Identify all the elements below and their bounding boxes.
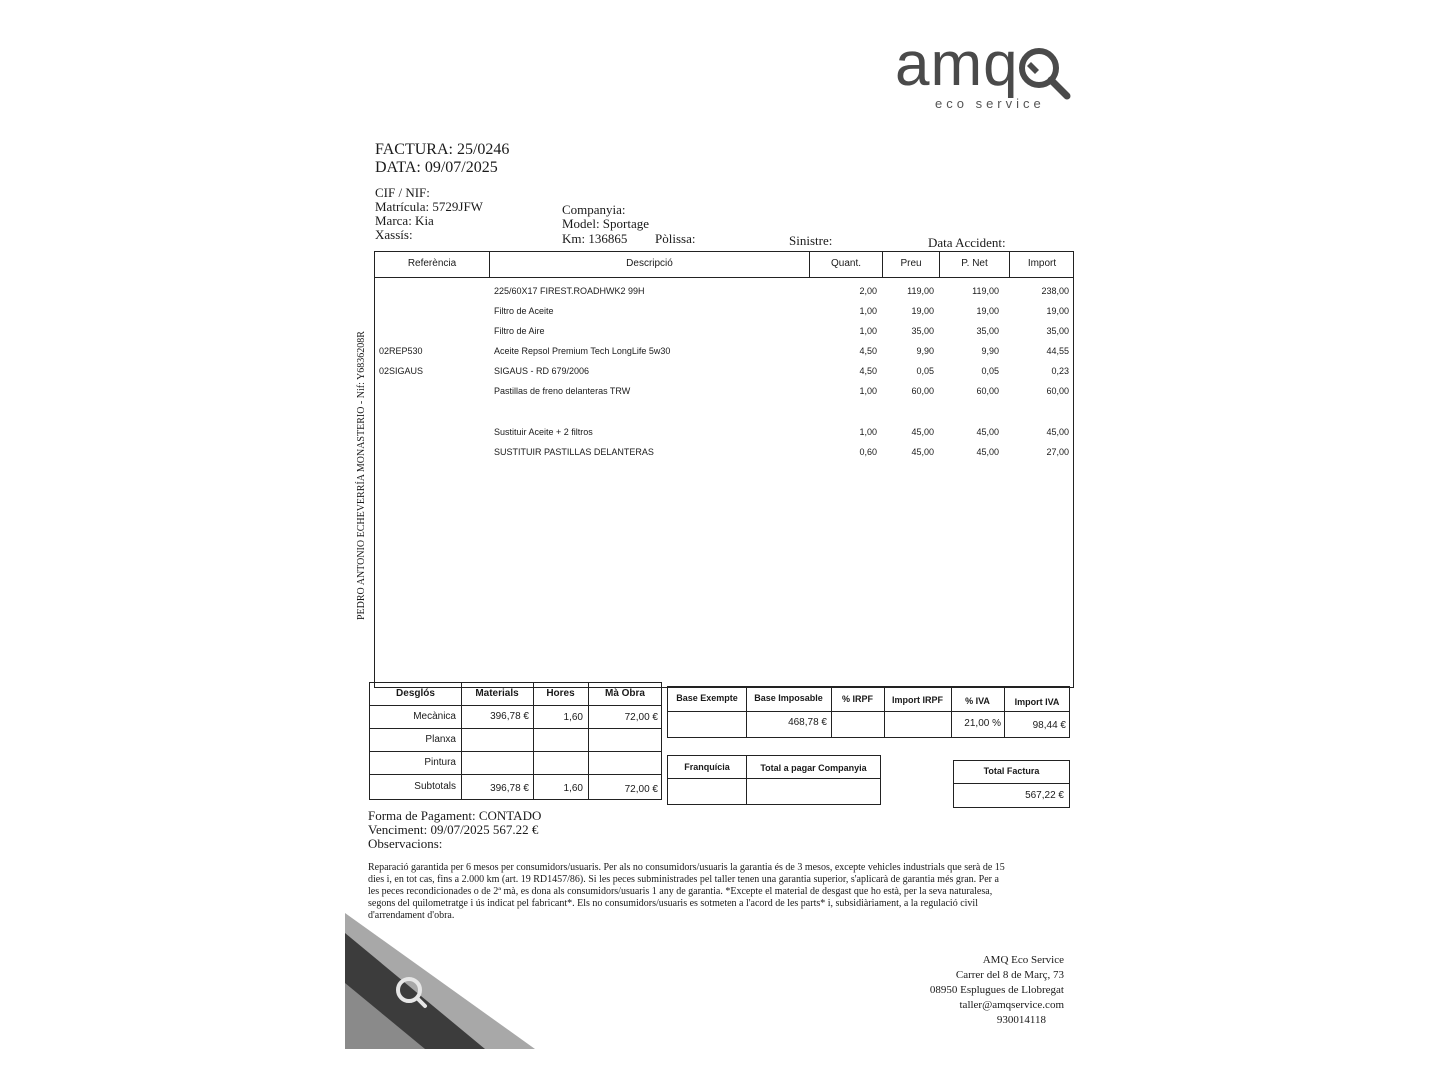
observations: Observacions: xyxy=(368,836,443,851)
breakdown-row-label: Subtotals xyxy=(414,781,456,792)
table-row xyxy=(375,444,1075,462)
decorative-triangle xyxy=(345,913,537,1050)
breakdown-row-labor: 72,00 € xyxy=(624,712,658,723)
polissa: Pòlissa: xyxy=(655,231,696,246)
row-price: 45,00 xyxy=(911,427,934,437)
row-desc: SIGAUS - RD 679/2006 xyxy=(494,366,590,376)
logo-subtitle: eco service xyxy=(935,96,1045,111)
row-desc: Pastillas de freno delanteras TRW xyxy=(494,386,631,396)
row-desc: 225/60X17 FIREST.ROADHWK2 99H xyxy=(494,286,645,296)
tax-header-irpf-amount: Import IRPF xyxy=(892,695,943,705)
col-header-ref: Referència xyxy=(375,252,490,278)
col-header-desc: Descripció xyxy=(490,252,810,278)
data-accident: Data Accident: xyxy=(928,235,1006,250)
company-address xyxy=(930,953,1064,1028)
row-qty: 1,00 xyxy=(859,326,877,336)
company-logo xyxy=(895,30,1075,115)
row-net: 119,00 xyxy=(972,286,999,296)
company-city: 08950 Esplugues de Llobregat xyxy=(929,984,1064,996)
items-table xyxy=(374,251,1074,688)
col-header-qty: Quant. xyxy=(810,252,883,278)
vertical-client-name: PEDRO ANTONIO ECHEVERRÍA MONASTERIO - Nif: Y6836208R xyxy=(356,331,367,620)
tax-header-irpf-pct: % IRPF xyxy=(841,694,873,704)
row-qty: 4,50 xyxy=(859,366,877,376)
row-import: 27,00 xyxy=(1046,447,1069,457)
row-price: 45,00 xyxy=(911,447,934,457)
row-desc: Aceite Repsol Premium Tech LongLife 5w30 xyxy=(494,346,671,356)
row-net: 9,90 xyxy=(981,346,999,356)
franquicia-label: Franquícia xyxy=(684,762,730,772)
tax-header-base-exempt: Base Exempte xyxy=(676,693,738,703)
table-row xyxy=(375,383,1075,401)
marca: Marca: Kia xyxy=(375,213,434,228)
row-price: 19,00 xyxy=(911,306,934,316)
row-net: 35,00 xyxy=(976,326,999,336)
row-import: 0,23 xyxy=(1051,366,1069,376)
model: Model: Sportage xyxy=(562,216,650,231)
row-desc: Filtro de Aceite xyxy=(494,306,554,316)
payment-due: Venciment: 09/07/2025 567.22 € xyxy=(368,822,539,837)
breakdown-header-labor: Mà Obra xyxy=(604,688,645,699)
row-net: 45,00 xyxy=(976,427,999,437)
km: Km: 136865 xyxy=(562,231,628,246)
wrench-magnifier-icon xyxy=(1017,46,1073,102)
row-ref: 02SIGAUS xyxy=(379,366,424,376)
row-qty: 1,00 xyxy=(859,427,877,437)
breakdown-header-hours: Hores xyxy=(546,688,575,699)
breakdown-row-hours: 1,60 xyxy=(563,712,583,723)
tax-value-base-taxable: 468,78 € xyxy=(788,717,827,728)
invoice-date: DATA: 09/07/2025 xyxy=(375,159,498,176)
company-name: AMQ Eco Service xyxy=(982,954,1064,966)
row-qty: 2,00 xyxy=(859,286,877,296)
breakdown-row-label: Mecànica xyxy=(413,711,456,722)
table-row xyxy=(375,303,1075,321)
xassis: Xassís: xyxy=(375,227,413,242)
row-import: 238,00 xyxy=(1041,286,1069,296)
payment-method: Forma de Pagament: CONTADO xyxy=(368,808,542,823)
tax-value-iva-pct: 21,00 % xyxy=(964,718,1001,729)
total-label: Total Factura xyxy=(983,766,1040,776)
matricula: Matrícula: 5729JFW xyxy=(375,199,483,214)
invoice-number: FACTURA: 25/0246 xyxy=(375,141,510,158)
franquicia-table xyxy=(667,755,881,805)
tax-header-iva-pct: % IVA xyxy=(965,696,990,706)
row-qty: 1,00 xyxy=(859,386,877,396)
row-desc: SUSTITUIR PASTILLAS DELANTERAS xyxy=(494,447,654,457)
table-row xyxy=(375,424,1075,442)
col-header-import: Import xyxy=(1010,252,1074,278)
company-phone: 930014118 xyxy=(996,1014,1046,1026)
row-price: 60,00 xyxy=(911,386,934,396)
breakdown-row-labor: 72,00 € xyxy=(624,784,658,795)
breakdown-table xyxy=(369,682,662,800)
row-ref: 02REP530 xyxy=(379,346,423,356)
breakdown-row-label: Pintura xyxy=(424,757,456,768)
row-price: 119,00 xyxy=(907,286,934,296)
row-qty: 4,50 xyxy=(859,346,877,356)
company-email: taller@amqservice.com xyxy=(959,999,1064,1011)
table-row xyxy=(375,283,1075,301)
row-net: 0,05 xyxy=(981,366,999,376)
row-desc: Sustituir Aceite + 2 filtros xyxy=(494,427,593,437)
row-price: 9,90 xyxy=(916,346,934,356)
company-payment-label: Total a pagar Companyia xyxy=(760,763,867,773)
breakdown-row-materials: 396,78 € xyxy=(490,711,529,722)
tax-table xyxy=(667,686,1070,738)
breakdown-row-hours: 1,60 xyxy=(563,783,583,794)
sinistre: Sinistre: xyxy=(789,233,833,248)
row-price: 35,00 xyxy=(911,326,934,336)
tax-header-iva-amount: Import IVA xyxy=(1014,697,1060,707)
total-value: 567,22 € xyxy=(1025,790,1064,801)
table-row xyxy=(375,343,1075,361)
row-net: 60,00 xyxy=(976,386,999,396)
total-table xyxy=(953,760,1070,808)
col-header-price: Preu xyxy=(883,252,940,278)
row-import: 45,00 xyxy=(1046,427,1069,437)
breakdown-row-materials: 396,78 € xyxy=(490,783,529,794)
logo-text: amq xyxy=(895,30,1019,99)
table-row xyxy=(375,323,1075,341)
row-import: 60,00 xyxy=(1046,386,1069,396)
breakdown-header-label: Desglós xyxy=(396,688,435,699)
breakdown-header-materials: Materials xyxy=(475,688,519,699)
tax-header-base-taxable: Base Imposable xyxy=(754,693,823,703)
row-qty: 0,60 xyxy=(859,447,877,457)
row-price: 0,05 xyxy=(916,366,934,376)
breakdown-row-label: Planxa xyxy=(425,734,456,745)
row-import: 35,00 xyxy=(1046,326,1069,336)
tax-value-iva-amount: 98,44 € xyxy=(1032,720,1066,731)
warranty-text: Reparació garantida per 6 mesos per consumidors/usuaris. Per als no consumidors/usuaris la garantia és de 3 mesos, excepte vehicles industrials que serà de 15 dies i, en tot cas, fins a 2.000 km (art. 19 RD1457/86). Si les peces subministrades pel taller tenen una garantia superior, s'aplicarà de garantia més gran. Per a les peces recondicionades o de 2ª mà, es dona als consumidors/usuaris 1 any de garantia. *Excepte el material de desgast que ho està, per la seva naturalesa, segons del quilometratge i ús indicat pel fabricant*. Els no consumidors/usuaris es sotmeten a l'acord de les parts* i, subsidiàriament, a la regulació civil d'arrendament d'obra. xyxy=(368,862,1005,921)
row-net: 45,00 xyxy=(976,447,999,457)
table-row xyxy=(375,363,1075,381)
row-import: 19,00 xyxy=(1046,306,1069,316)
row-desc: Filtro de Aire xyxy=(494,326,545,336)
cif-label: CIF / NIF: xyxy=(375,185,430,200)
row-import: 44,55 xyxy=(1046,346,1069,356)
company-street: Carrer del 8 de Març, 73 xyxy=(955,969,1064,981)
row-net: 19,00 xyxy=(976,306,999,316)
row-qty: 1,00 xyxy=(859,306,877,316)
companyia: Companyia: xyxy=(562,202,626,217)
col-header-net: P. Net xyxy=(940,252,1010,278)
